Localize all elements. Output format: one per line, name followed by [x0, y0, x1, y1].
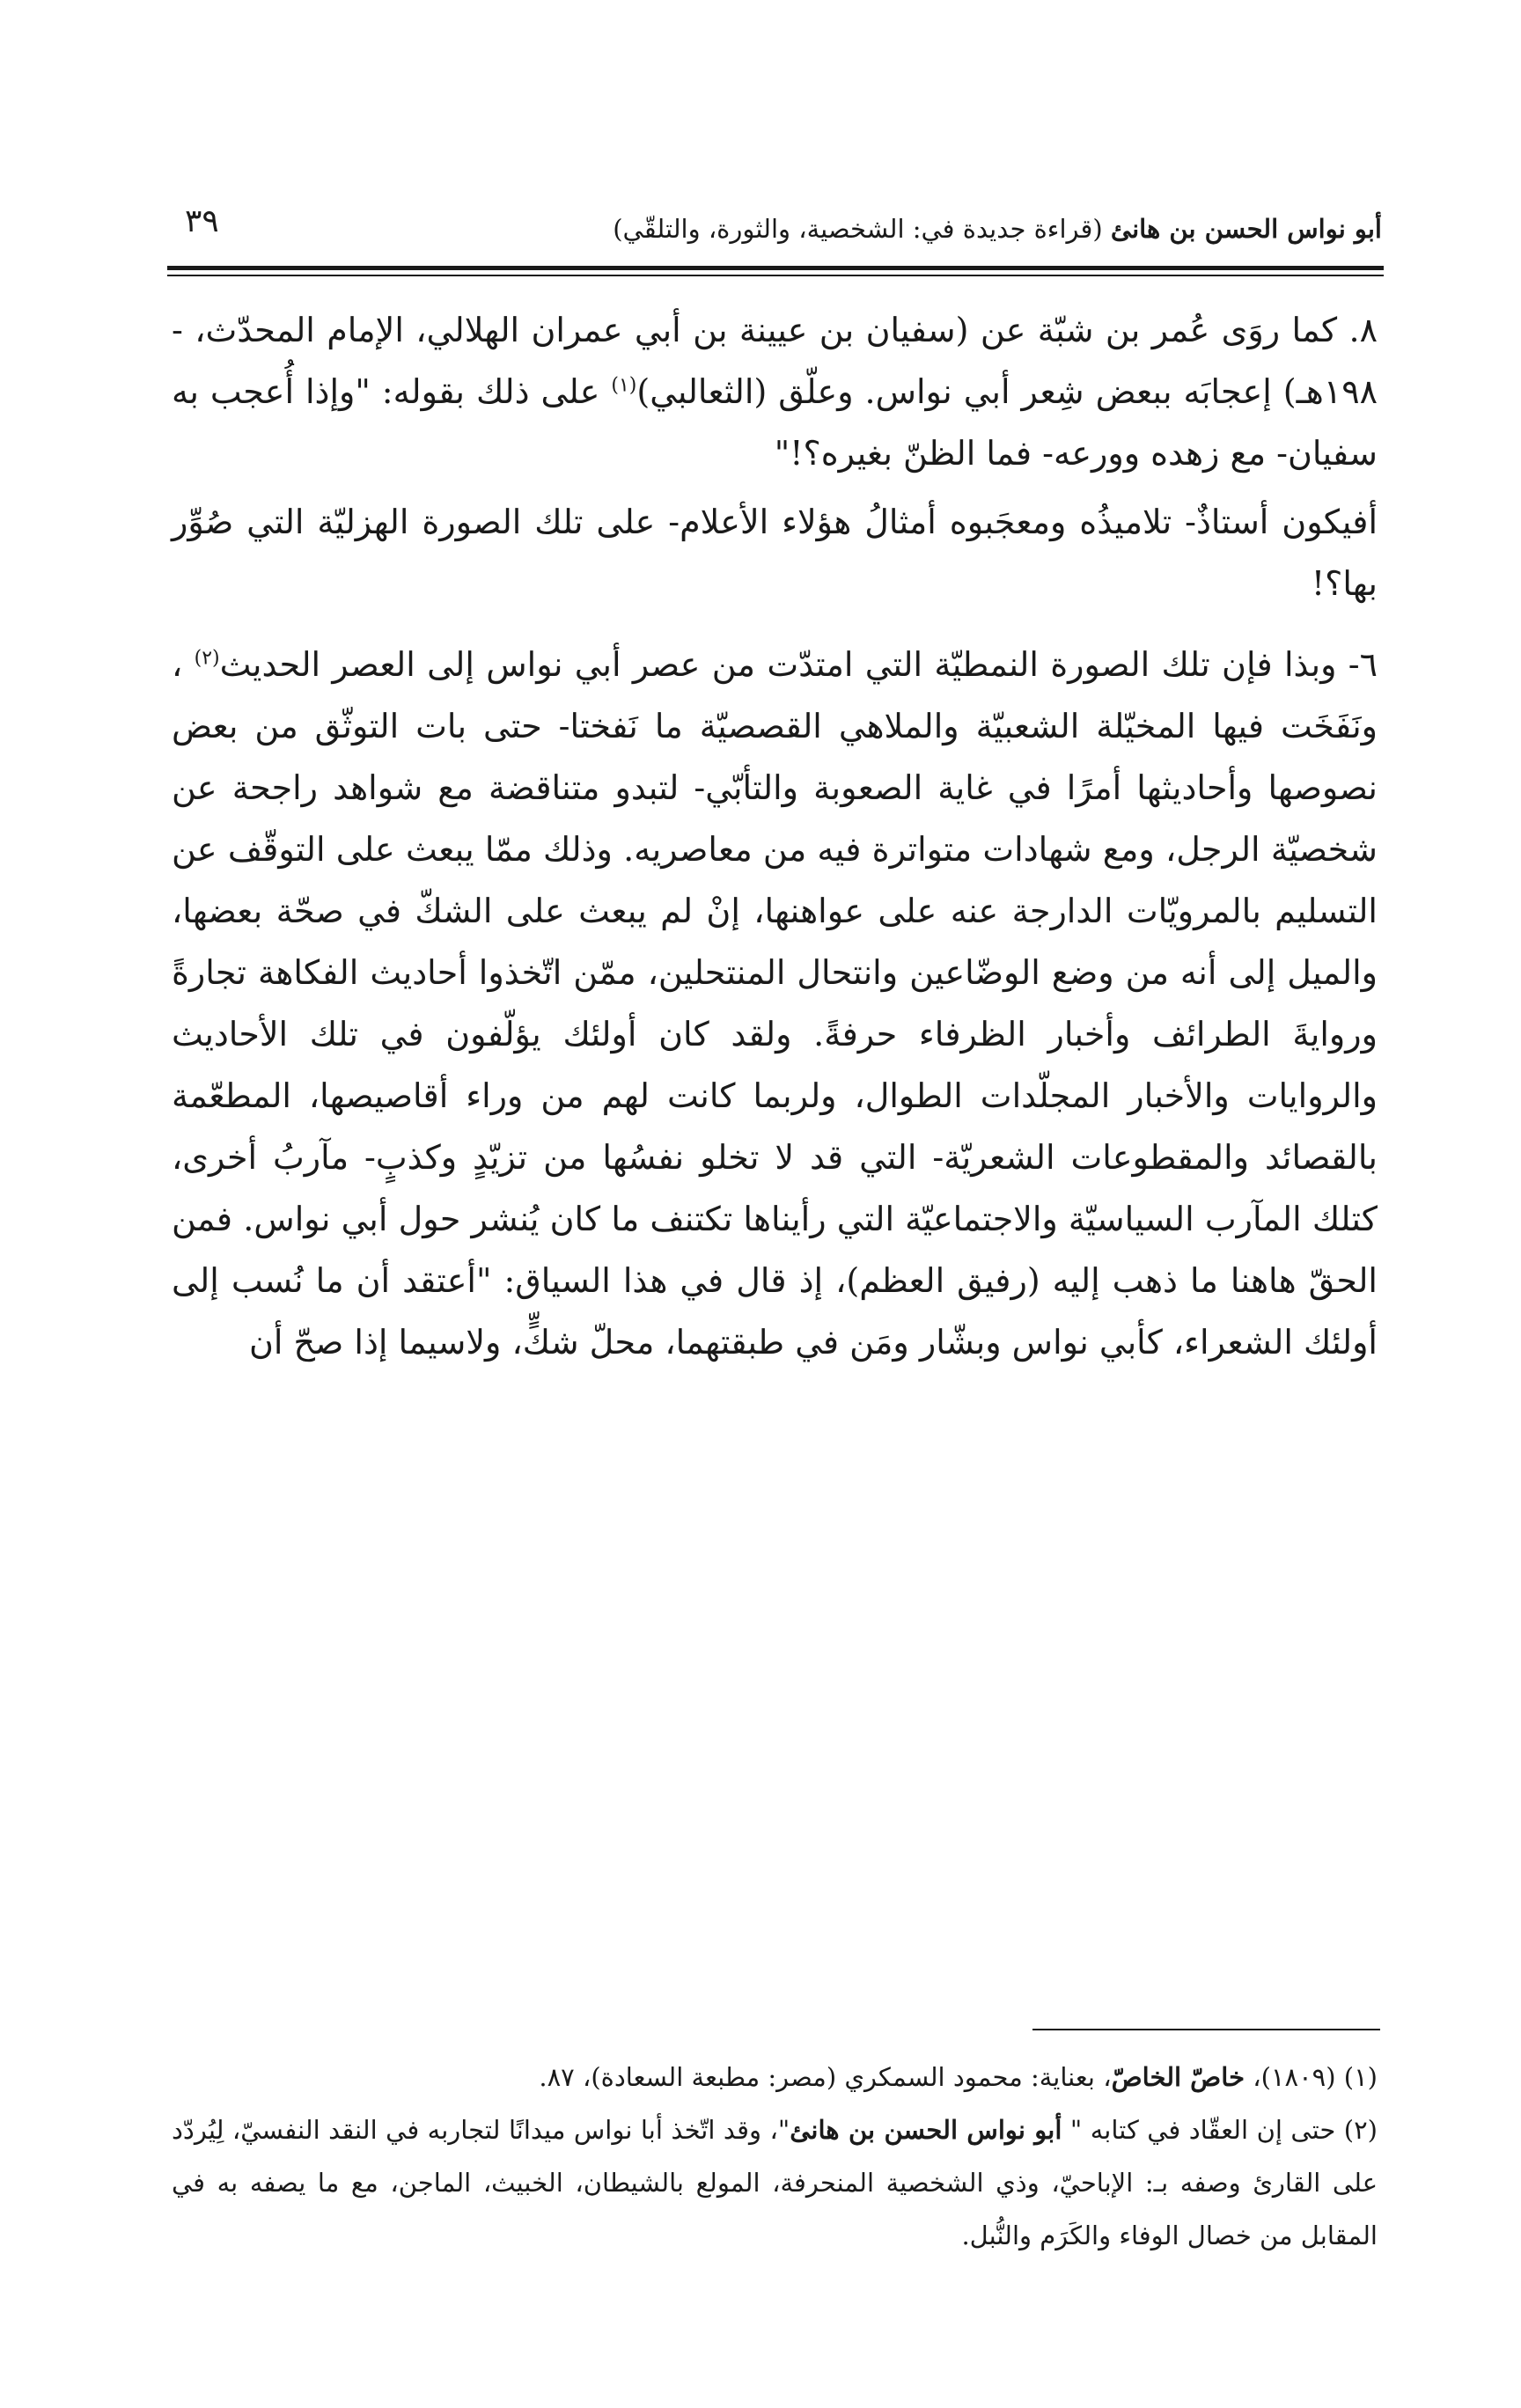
paragraph-8-text: ٨. كما روَى عُمر بن شبّة عن (سفيان بن عيينة بن أبي عمران الهلالي، الإمام المحدّث، - ١٩٨هـ) إعجابَه ببعض شِعر أبي نواس. وعلّق (الثعالبي)	[172, 311, 1378, 411]
footnote-2	[172, 2103, 1378, 2262]
paragraph-8	[172, 299, 1378, 484]
footnote-separator	[1032, 2029, 1380, 2030]
footnote-2-number: (٢) حتى إن العقّاد في كتابه "	[1062, 2115, 1378, 2145]
header-rule-thin	[167, 275, 1384, 276]
running-title-author: أبو نواس الحسن بن هانئ	[1110, 214, 1382, 244]
footnote-1-text: ، بعناية: محمود السمكري (مصر: مطبعة السعادة)، ٨٧.	[539, 2062, 1112, 2092]
running-title	[613, 202, 1382, 255]
footnote-1-title: خاصّ الخاصّ	[1111, 2062, 1245, 2092]
footnotes	[172, 2051, 1378, 2262]
footnote-ref-2[interactable]: (٢)	[194, 647, 220, 670]
paragraph-6-text-cont: ، ونَفَخَت فيها المخيّلة الشعبيّة والملاهي القصصيّة ما نَفختا- حتى بات التوثّق من بعض نصوصها وأحاديثها أمرًا في غاية الصعوبة والتأبّي- لتبدو متناقضة مع شواهد راجحة عن شخصيّة الرجل، ومع شهادات متواترة فيه من معاصريه. وذلك ممّا يبعث على التوقّف عن التسليم بالمرويّات الدارجة عنه على عواهنها، إنْ لم يبعث على الشكّ في صحّة بعضها، والميل إلى أنه من وضع الوضّاعين وانتحال المنتحلين، ممّن اتّخذوا أحاديث الفكاهة تجارةً وروايةَ الطرائف وأخبار الظرفاء حرفةً. ولقد كان أولئك يؤلّفون في تلك الأحاديث والروايات والأخبار المجلّدات الطوال، ولربما كانت لهم من وراء أقاصيصها، المطعّمة بالقصائد والمقطوعات الشعريّة- التي قد لا تخلو نفسُها من تزيّدٍ وكذبٍ- مآربُ أخرى، كتلك المآرب السياسيّة والاجتماعيّة التي رأيناها تكتنف ما كان يُنشر حول أبي نواس. فمن الحقّ هاهنا ما ذهب إليه (رفيق العظم)، إذ قال في هذا السياق: "أعتقد أن ما نُسب إلى أولئك الشعراء، كأبي نواس وبشّار ومَن في طبقتهما، محلّ شكٍّ، ولاسيما إذا صحّ أن	[172, 645, 1378, 1362]
page-number: ٣٩	[185, 203, 219, 239]
body-text	[172, 299, 1378, 1380]
footnote-2-text: "، وقد اتّخذ أبا نواس ميدانًا لتجاربه في النقد النفسيّ، لِيُردّد على القارئ وصفه بـ: الإباحيّ، وذي الشخصية المنحرفة، المولع بالشيطان، الخبيث، الماجن، مع ما يصفه به في المقابل من خصال الوفاء والكَرَم والنُّبل.	[172, 2115, 1378, 2250]
paragraph-6	[172, 634, 1378, 1373]
footnote-1-number: (١) (١٨٠٩)،	[1245, 2062, 1378, 2092]
paragraph-8-text-cont: على ذلك بقوله: "وإذا أُعجب به سفيان- مع زهده وورعه- فما الظنّ بغيره؟!"	[172, 372, 1378, 473]
running-title-subtitle: (قراءة جديدة في: الشخصية، والثورة، والتلقّي)	[613, 214, 1111, 244]
paragraph-question: أفيكون أستاذٌ- تلاميذُه ومعجَبوه أمثالُ هؤلاء الأعلام- على تلك الصورة الهزليّة التي صُوِّر بها؟!	[172, 503, 1378, 603]
footnote-1	[172, 2051, 1378, 2103]
footnote-ref-1[interactable]: (١)	[611, 374, 637, 397]
header-rule-thick	[167, 266, 1384, 270]
paragraph-6-text: ٦- وبذا فإن تلك الصورة النمطيّة التي امتدّت من عصر أبي نواس إلى العصر الحديث	[219, 645, 1378, 684]
footnote-2-title: أبو نواس الحسن بن هانئ	[790, 2115, 1062, 2145]
running-header	[167, 202, 1382, 255]
